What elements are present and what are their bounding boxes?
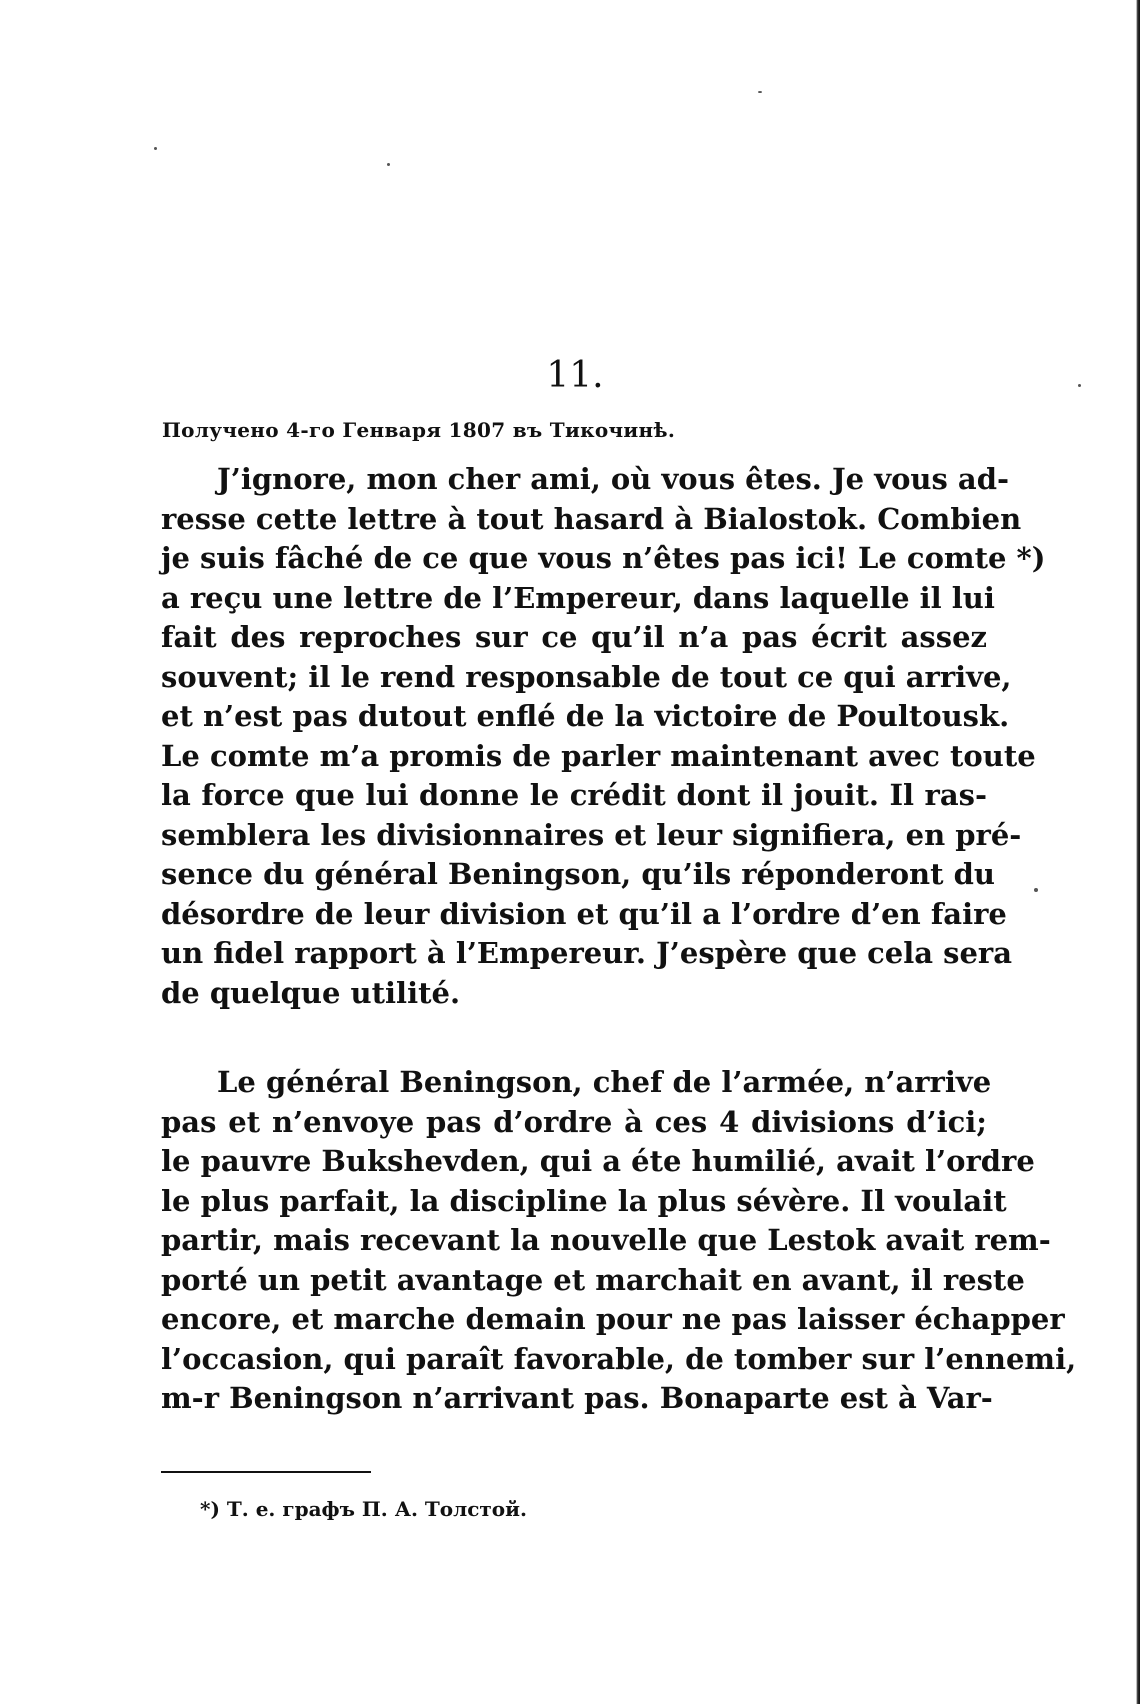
text-line: a reçu une lettre de l’Empereur, dans laquelle il lui xyxy=(161,580,995,615)
text-line: l’occasion, qui paraît favorable, de tomber sur l’ennemi, xyxy=(161,1341,1077,1376)
text-line: encore, et marche demain pour ne pas laisser échapper xyxy=(161,1302,1065,1336)
text-line: porté un petit avantage et marchait en avant, il reste xyxy=(161,1262,1025,1297)
paragraph-2 xyxy=(161,1063,1077,1419)
text-line: le pauvre Bukshevden, qui a éte humilié, avait l’ordre xyxy=(161,1144,1035,1178)
text-line: le plus parfait, la discipline la plus sévère. Il voulait xyxy=(161,1183,1007,1218)
text-line: et n’est pas dutout enflé de la victoire de Poultousk. xyxy=(161,699,1010,733)
text-line: J’ignore, mon cher ami, où vous êtes. Je vous ad- xyxy=(217,462,1010,496)
speck xyxy=(154,147,157,150)
speck xyxy=(758,91,762,93)
text-line: Le général Beningson, chef de l’armée, n’arrive xyxy=(217,1065,992,1099)
text-line: souvent; il le rend responsable de tout ce qui arrive, xyxy=(161,659,1012,694)
page-edge xyxy=(1136,0,1140,1704)
text-line: désordre de leur division et qu’il a l’ordre d’en faire xyxy=(161,896,1007,931)
text-line: resse cette lettre à tout hasard à Bialostok. Combien xyxy=(161,501,1022,536)
speck xyxy=(387,163,390,166)
text-line: sence du général Beningson, qu’ils réponderont du xyxy=(161,857,995,891)
footnote: *) Т. е. графъ П. А. Толстой. xyxy=(200,1497,527,1521)
speck xyxy=(1034,888,1038,892)
footnote-rule xyxy=(161,1471,371,1473)
text-line: de quelque utilité. xyxy=(161,975,461,1010)
text-line: semblera les divisionnaires et leur signifiera, en pré- xyxy=(161,817,1022,852)
text-line: m-r Beningson n’arrivant pas. Bonaparte est à Var- xyxy=(161,1381,993,1415)
letter-number: 11. xyxy=(546,355,604,396)
received-line: Получено 4-го Генваря 1807 въ Тикочинѣ. xyxy=(162,418,676,442)
text-line: Le comte m’a promis de parler maintenant avec toute xyxy=(161,738,1036,773)
paragraph-1 xyxy=(161,460,1046,1013)
text-line: la force que lui donne le crédit dont il jouit. Il ras- xyxy=(161,778,987,812)
text-line: partir, mais recevant la nouvelle que Lestok avait rem- xyxy=(161,1223,1051,1257)
text-line: je suis fâché de ce que vous n’êtes pas ici! Le comte *) xyxy=(161,541,1046,575)
text-line: un fidel rapport à l’Empereur. J’espère que cela sera xyxy=(161,936,1012,970)
text-line: fait des reproches sur ce qu’il n’a pas écrit assez xyxy=(161,620,987,654)
text-line: pas et n’envoye pas d’ordre à ces 4 divisions d’ici; xyxy=(161,1104,987,1139)
